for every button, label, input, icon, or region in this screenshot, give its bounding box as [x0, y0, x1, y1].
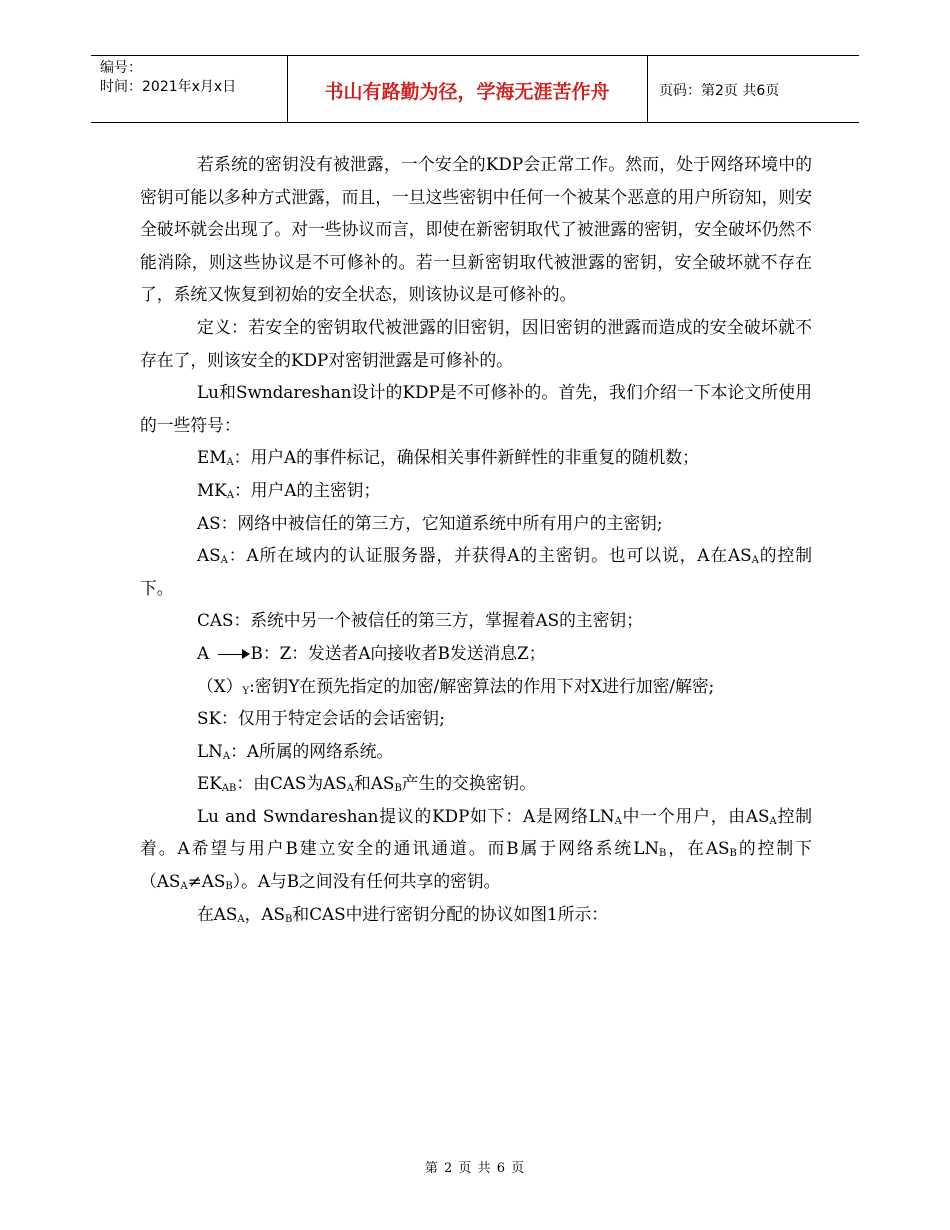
header-page-info: 页码：第2页 共6页: [659, 83, 780, 99]
header-divider: [647, 56, 648, 122]
paragraph: 若系统的密钥没有被泄露，一个安全的KDP会正常工作。然而，处于网络环境中的密钥可能以多种方式泄露，而且，一旦这些密钥中任何一个被某个恶意的用户所窃知，则安全破坏就会出现了。对一些协议而言，即使在新密钥取代了被泄露的密钥，安全破坏仍然不能消除，则这些协议是不可修补的。若一旦新密钥取代被泄露的密钥，安全破坏就不存在了，系统又恢复到初始的安全状态，则该协议是可修补的。: [140, 154, 812, 305]
number-label: 编号：: [100, 60, 142, 76]
arrow-right-icon: [214, 649, 250, 659]
time-label: 时间：2021年x月x日: [100, 79, 237, 95]
paragraph-definition: 定义：若安全的密钥取代被泄露的旧密钥，因旧密钥的泄露而造成的安全破坏就不存在了，则该安全的KDP对密钥泄露是可修补的。: [140, 316, 812, 370]
symbol-ln: $LN_A$：A所属的网络系统。: [197, 740, 394, 762]
symbol-sk: SK：仅用于特定会话的会话密钥;: [197, 708, 445, 729]
symbol-encrypt: $(X)_Y$:密钥Y在预先指定的加密/解密算法的作用下对X进行加密/解密;: [197, 675, 715, 697]
paragraph-figure-ref: 在$AS_A$，$AS_B$和CAS中进行密钥分配的协议如图1所示：: [197, 903, 609, 925]
symbol-as: AS：网络中被信任的第三方，它知道系统中所有用户的主密钥;: [197, 512, 663, 533]
document-body: [140, 148, 812, 930]
paragraph: Lu和Swndareshan设计的KDP是不可修补的。首先，我们介绍一下本论文所使用的一些符号：: [140, 382, 812, 435]
paragraph-protocol: Lu and Swndareshan提议的KDP如下：A是网络$LN_A$中一个用户，由$AS_A$控制着。A希望与用户B建立安全的通讯通道。而B属于网络系统$LN_B$，在$AS_B$的控制下$(AS_A\ne AS_B)$。A与B之间没有任何共享的密钥。: [140, 805, 812, 893]
page-header: [91, 55, 859, 123]
symbol-mk: $MK_A$：用户A的主密钥；: [197, 479, 381, 501]
symbol-send: A B：Z：发送者A向接收者B发送消息Z；: [197, 642, 546, 663]
symbol-em: $EM_A$：用户A的事件标记，确保相关事件新鲜性的非重复的随机数；: [197, 447, 699, 469]
symbol-cas: CAS：系统中另一个被信任的第三方，掌握着AS的主密钥；: [197, 610, 644, 631]
symbol-ek: $EK_{AB}$：由CAS为$AS_A$和$AS_B$产生的交换密钥。: [197, 773, 537, 795]
symbol-asa: $AS_A$：A所在域内的认证服务器，并获得A的主密钥。也可以说，A在$AS_A$的控制下。: [140, 545, 812, 598]
page-footer: 第 2 页 共 6 页: [424, 1161, 526, 1176]
header-meta: [100, 59, 236, 97]
header-motto: 书山有路勤为径，学海无涯苦作舟: [324, 81, 610, 103]
